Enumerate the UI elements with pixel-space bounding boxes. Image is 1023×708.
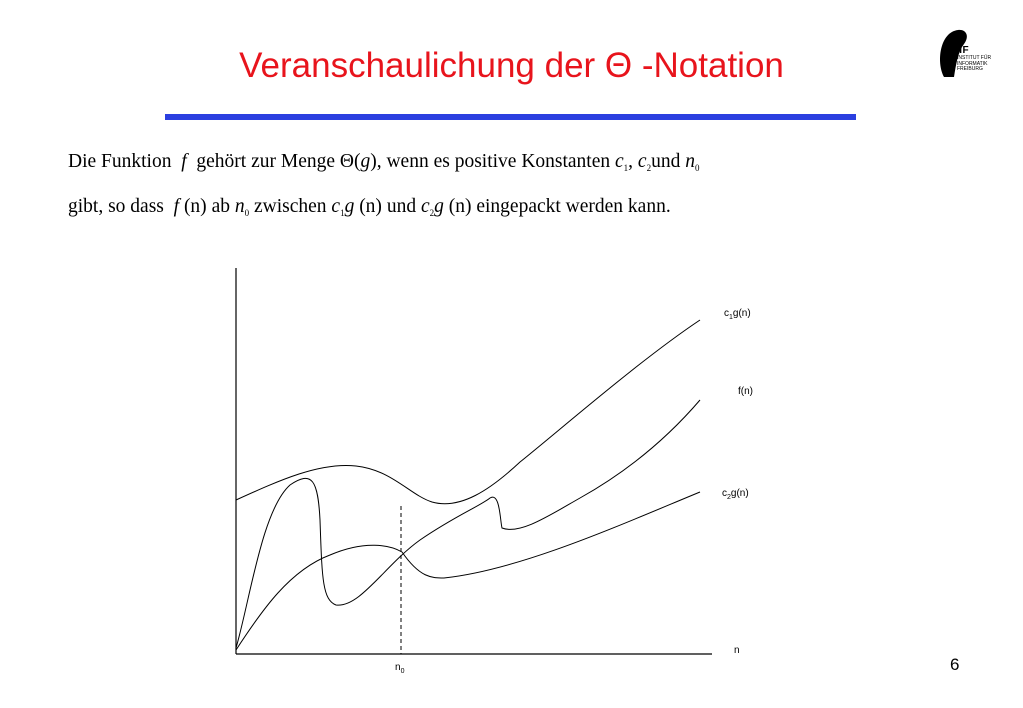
series-label-fn: f(n) (738, 386, 753, 397)
page-number: 6 (950, 655, 960, 674)
series-label-c1gn: $c_1g(n)$ (724, 308, 751, 321)
x-axis-label: n (734, 645, 740, 656)
series-c2gn-line (236, 492, 700, 650)
series-fn-line (236, 400, 700, 648)
series-c1gn-line (236, 320, 700, 504)
slide-title: Veranschaulichung der Θ -Notation (239, 46, 784, 85)
series-label-c2gn: $c_2g(n)$ (722, 488, 749, 501)
logo-letters: IIF (956, 45, 970, 56)
n0-marker-label: $n_0$ (395, 662, 405, 675)
definition-line-2: gibt, so dass f (n) ab $n_0$ zwischen $c_1g$ (n) und $c_2g$ (n) eingepackt werden kann. (68, 196, 671, 218)
definition-line-1: Die Funktion f gehört zur Menge Θ(g), wenn es positive Konstanten $c_1$, $c_2und$ $n_0$ (68, 151, 700, 173)
logo-text: INSTITUT FÜR INFORMATIK FREIBURG (957, 55, 992, 72)
